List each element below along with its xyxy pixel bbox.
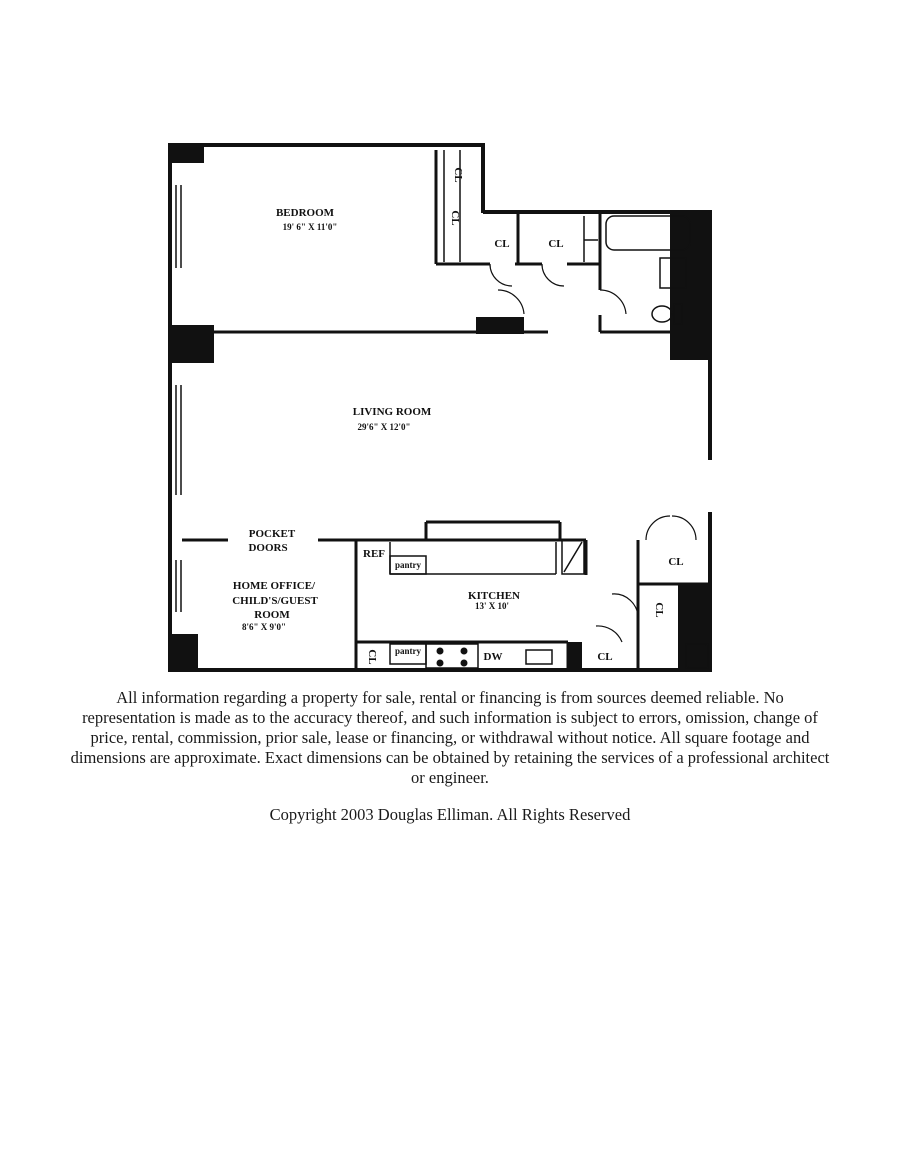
interior-walls xyxy=(182,150,710,670)
disclaimer-text: All information regarding a property for sale, rental or financing is from sources deemed reliable. No representation is made as to the accuracy thereof, and such information is subject to errors, omission, change of price, rental, commission, prior sale, lease or financing, or withdrawal without notice. All square footage and dimensions are approximate. Exact dimensions can be obtained by retaining the services of a professional architect or engineer. xyxy=(70,688,830,787)
closet-label: CL xyxy=(366,649,378,665)
toilet-icon xyxy=(652,306,672,322)
dishwasher-label: DW xyxy=(483,651,503,663)
office-label: ROOM xyxy=(254,609,290,621)
pocket-doors-label: POCKET xyxy=(248,528,296,540)
refrigerator-label: REF xyxy=(363,548,385,560)
closet-label: CL xyxy=(494,238,510,250)
closet-label: CL xyxy=(597,651,613,663)
living-room-dims: 29'6" X 12'0" xyxy=(357,422,411,432)
closet-label: CL xyxy=(653,602,665,618)
windows xyxy=(176,185,181,612)
columns xyxy=(168,143,712,672)
kitchen-label: KITCHEN xyxy=(468,590,520,602)
kitchen-dims: 13' X 10' xyxy=(474,601,510,611)
copyright-text: Copyright 2003 Douglas Elliman. All Rights Reserved xyxy=(269,805,631,824)
pocket-doors-label: DOORS xyxy=(248,542,288,554)
office-dims: 8'6" X 9'0" xyxy=(242,622,286,632)
closet-label: CL xyxy=(449,210,461,226)
pantry-label: pantry xyxy=(394,646,422,656)
living-room-label: LIVING ROOM xyxy=(352,406,432,418)
stove-icon xyxy=(426,644,478,668)
bedroom-label: BEDROOM xyxy=(275,207,335,219)
office-label: CHILD'S/GUEST xyxy=(232,595,318,607)
closet-label: CL xyxy=(452,167,464,183)
closet-label: CL xyxy=(668,556,684,568)
closet-label: CL xyxy=(548,238,564,250)
pantry-label: pantry xyxy=(394,560,422,570)
sink-icon xyxy=(526,650,552,664)
office-label: HOME OFFICE/ xyxy=(232,580,316,592)
bedroom-dims: 19' 6" X 11'0" xyxy=(282,222,338,232)
stove-burners xyxy=(437,648,468,667)
